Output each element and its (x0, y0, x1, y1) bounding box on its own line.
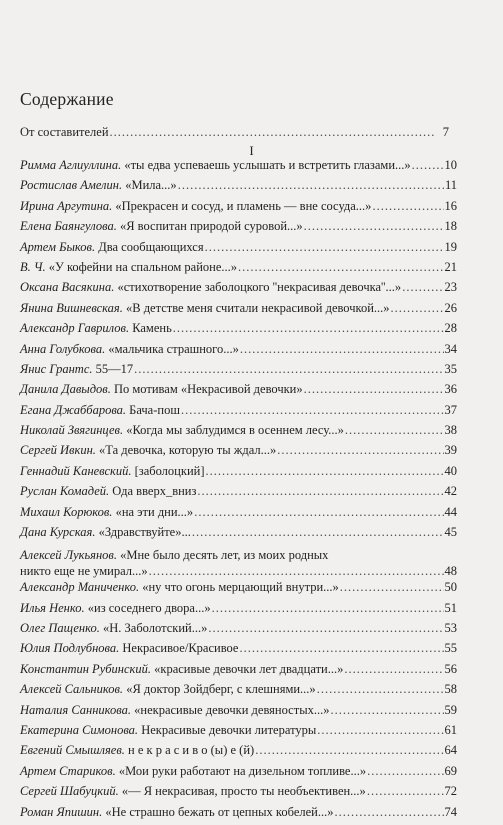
page-number: 7 (442, 125, 449, 139)
toc-entry-line (20, 563, 457, 580)
entry-title: «Не страшно бежать от цепных кобелей...» (105, 804, 334, 819)
entry-title: Некрасивые девочки литературы (141, 722, 317, 737)
toc-entry (20, 199, 457, 219)
dot-leader (173, 321, 444, 336)
entry-title: Камень (132, 321, 172, 336)
toc-entry (20, 743, 457, 763)
entry-author: Артем Быков. (20, 239, 96, 254)
toc-entry (20, 403, 457, 423)
entry-author: Римма Аглиуллина. (20, 158, 122, 172)
toc-entry (20, 423, 457, 443)
entry-author: Янис Грантс. (20, 361, 93, 376)
entry-author: Константин Рубинский. (20, 661, 151, 676)
entry-title: «из соседнего двора...» (87, 600, 211, 615)
dot-leader (277, 443, 443, 458)
dot-leader (330, 703, 443, 718)
entry-title: «Когда мы заблудимся в осеннем лесу...» (126, 423, 344, 438)
entry-title: «ну что огонь мерцающий внутри...» (142, 580, 339, 595)
page-number: 18 (444, 219, 457, 234)
entry-author: Руслан Комадей. (20, 484, 110, 499)
dot-leader (345, 423, 444, 438)
toc-entry (20, 764, 457, 784)
toc-entry (20, 703, 457, 723)
toc-entry (20, 240, 457, 260)
entry-title: «— Я некрасивая, просто ты необъективен...» (121, 784, 366, 799)
entry-title: «Здравствуйте»... (98, 525, 191, 540)
toc-entry (20, 321, 457, 341)
entry-title: «Прекрасен и сосуд, и пламень — вне сосуда...» (115, 198, 372, 213)
toc-foreword-row (20, 125, 449, 140)
entry-author: Ирина Аргутина. (20, 198, 113, 213)
entry-author: Елена Баянгулова. (20, 219, 117, 234)
page-number: 19 (444, 239, 457, 254)
toc-entry (20, 723, 457, 743)
entry-author: В. Ч. (20, 259, 46, 274)
entry-title: [заболоцкий] (134, 463, 205, 478)
page-number: 72 (444, 784, 457, 799)
page-number: 23 (444, 280, 457, 295)
dot-leader (239, 641, 443, 656)
dot-leader (334, 805, 443, 820)
page-number: 11 (444, 178, 457, 193)
dot-leader (178, 178, 444, 193)
dot-leader (208, 621, 443, 636)
toc-entry (20, 682, 457, 702)
page-number: 38 (444, 423, 457, 438)
page-number: 61 (444, 722, 457, 737)
dot-leader (317, 723, 443, 738)
toc-entry (20, 601, 457, 621)
toc-entry (20, 580, 457, 600)
dot-leader (110, 125, 436, 140)
toc-entry (20, 464, 457, 484)
dot-leader (402, 280, 443, 295)
page-number: 36 (444, 382, 457, 397)
page-number: 50 (444, 580, 457, 595)
dot-leader (304, 219, 444, 234)
dot-leader (304, 382, 444, 397)
page-number: 51 (444, 600, 457, 615)
toc-entry (20, 178, 457, 198)
entry-author: Михаил Корюков. (20, 504, 113, 519)
dot-leader (238, 260, 443, 275)
dot-leader (205, 240, 444, 255)
toc-entry (20, 219, 457, 239)
entry-author: Егана Джаббарова. (20, 402, 127, 417)
entry-author: Екатерина Симонова. (20, 722, 139, 737)
entry-title: «мальчика страшного...» (108, 341, 239, 356)
toc-entry (20, 505, 457, 525)
entry-title: «некрасивые девочки девяностых...» (134, 702, 330, 717)
toc-entry (20, 443, 457, 463)
toc-entry-line (20, 548, 457, 563)
entry-author: Янина Вишневская. (20, 300, 123, 315)
dot-leader (317, 682, 444, 697)
entry-title: «В детстве меня считали некрасивой девочкой...» (125, 300, 390, 315)
toc-entries (20, 158, 457, 825)
page-number: 56 (444, 661, 457, 676)
page-number: 59 (444, 702, 457, 717)
dot-leader (344, 662, 443, 677)
page-number: 64 (444, 743, 457, 758)
page-number: 44 (444, 504, 457, 519)
toc-entry (20, 280, 457, 300)
dot-leader (412, 158, 444, 173)
page-number: 69 (444, 763, 457, 778)
entry-author: Юлия Подлубнова. (20, 641, 120, 656)
entry-author: Сергей Ивкин. (20, 443, 96, 458)
page-number: 35 (444, 361, 457, 376)
page-number: 10 (444, 158, 457, 172)
page-number: 74 (444, 804, 457, 819)
toc-entry (20, 805, 457, 825)
entry-author: Александр Гаврилов. (20, 321, 130, 336)
entry-title: н е к р а с и в о (ы) е (й) (128, 743, 255, 758)
page-number: 58 (444, 682, 457, 697)
dot-leader (212, 601, 444, 616)
dot-leader (205, 464, 443, 479)
dot-leader (149, 563, 444, 580)
entry-title: «красивые девочки лет двадцати...» (154, 661, 344, 676)
dot-leader (192, 525, 444, 540)
page-number: 39 (444, 443, 457, 458)
dot-leader (255, 743, 443, 758)
dot-leader (372, 199, 443, 214)
dot-leader (197, 484, 443, 499)
page-number: 45 (444, 525, 457, 540)
toc-entry (20, 525, 457, 545)
toc-entry-body (20, 548, 457, 580)
entry-title: Некрасивое/Красивое (122, 641, 239, 656)
toc-entry (20, 382, 457, 402)
entry-title: Два сообщающихся (98, 239, 204, 254)
page-number: 34 (444, 341, 457, 356)
entry-author: Роман Япишин. (20, 804, 103, 819)
entry-author: Евгений Смышляев. (20, 743, 125, 758)
dot-leader (367, 764, 443, 779)
toc-entry (20, 784, 457, 804)
toc-entry (20, 301, 457, 321)
entry-title: «стихотворение заболоцкого ''некрасивая девочка''...» (117, 280, 402, 295)
entry-title: «У кофейни на спальном районе...» (48, 259, 238, 274)
entry-title: «Мои руки работают на дизельном топливе...» (118, 763, 367, 778)
page-number: 53 (444, 621, 457, 635)
toc-entry (20, 641, 457, 661)
entry-author: Наталия Санникова. (20, 702, 132, 717)
entry-author: Алексей Сальников. (20, 682, 124, 697)
toc-entry (20, 662, 457, 682)
entry-title: «Н. Заболотский...» (102, 621, 208, 635)
page-number: 16 (444, 198, 457, 213)
entry-author: Алексей Лукьянов. (20, 548, 117, 563)
dot-leader (134, 362, 443, 377)
entry-title: «ты едва успеваешь услышать и встретить глазами...» (124, 158, 411, 172)
entry-title: «Мила...» (125, 178, 177, 193)
entry-title: 55—17 (95, 361, 134, 376)
toc-entry (20, 260, 457, 280)
page-number: 37 (444, 402, 457, 417)
entry-author: Дана Курская. (20, 525, 96, 540)
dot-leader (240, 342, 444, 357)
toc-entry (20, 342, 457, 362)
dot-leader (181, 403, 444, 418)
toc-entry (20, 158, 457, 178)
page-number: 42 (444, 484, 457, 499)
page-number: 40 (444, 463, 457, 478)
section-numeral: I (249, 143, 254, 158)
entry-author: Оксана Васякина. (20, 280, 115, 295)
entry-author: Анна Голубкова. (20, 341, 106, 356)
entry-title: Ода вверх_вниз (112, 484, 197, 499)
toc-entry (20, 362, 457, 382)
page-number: 21 (444, 259, 457, 274)
toc-entry (20, 621, 457, 641)
toc-entry (20, 545, 457, 580)
entry-title: «Та девочка, которую ты ждал...» (99, 443, 277, 458)
entry-author: Александр Маниченко. (20, 580, 140, 595)
entry-title: «Мне было десять лет, из моих родных (120, 548, 329, 563)
entry-author: Геннадий Каневский. (20, 463, 132, 478)
page-number: 28 (444, 321, 457, 336)
toc-heading: Содержание (20, 89, 114, 109)
entry-author: Сергей Шабуцкий. (20, 784, 119, 799)
entry-title-continued: никто еще не умирал...» (20, 564, 148, 579)
entry-author: Данила Давыдов. (20, 382, 111, 397)
entry-title: Бача-пош (129, 402, 180, 417)
entry-author: Ростислав Амелин. (20, 178, 123, 193)
entry-title: «Я воспитан природой суровой...» (119, 219, 303, 234)
entry-author: Илья Ненко. (20, 600, 85, 615)
dot-leader (367, 784, 444, 799)
dot-leader (340, 580, 444, 595)
entry-title: «на эти дни...» (115, 504, 194, 519)
foreword-title: От составителей (20, 125, 109, 139)
toc-entry (20, 484, 457, 504)
entry-author: Олег Пащенко. (20, 621, 100, 635)
entry-title: «Я доктор Зойдберг, с клешнями...» (126, 682, 316, 697)
dot-leader (391, 301, 444, 316)
entry-author: Николай Звягинцев. (20, 423, 124, 438)
page-number: 48 (444, 564, 457, 579)
page-number: 26 (444, 300, 457, 315)
dot-leader (194, 505, 443, 520)
entry-title: По мотивам «Некрасивой девочки» (113, 382, 303, 397)
entry-author: Артем Стариков. (20, 763, 116, 778)
page-number: 55 (444, 641, 457, 656)
